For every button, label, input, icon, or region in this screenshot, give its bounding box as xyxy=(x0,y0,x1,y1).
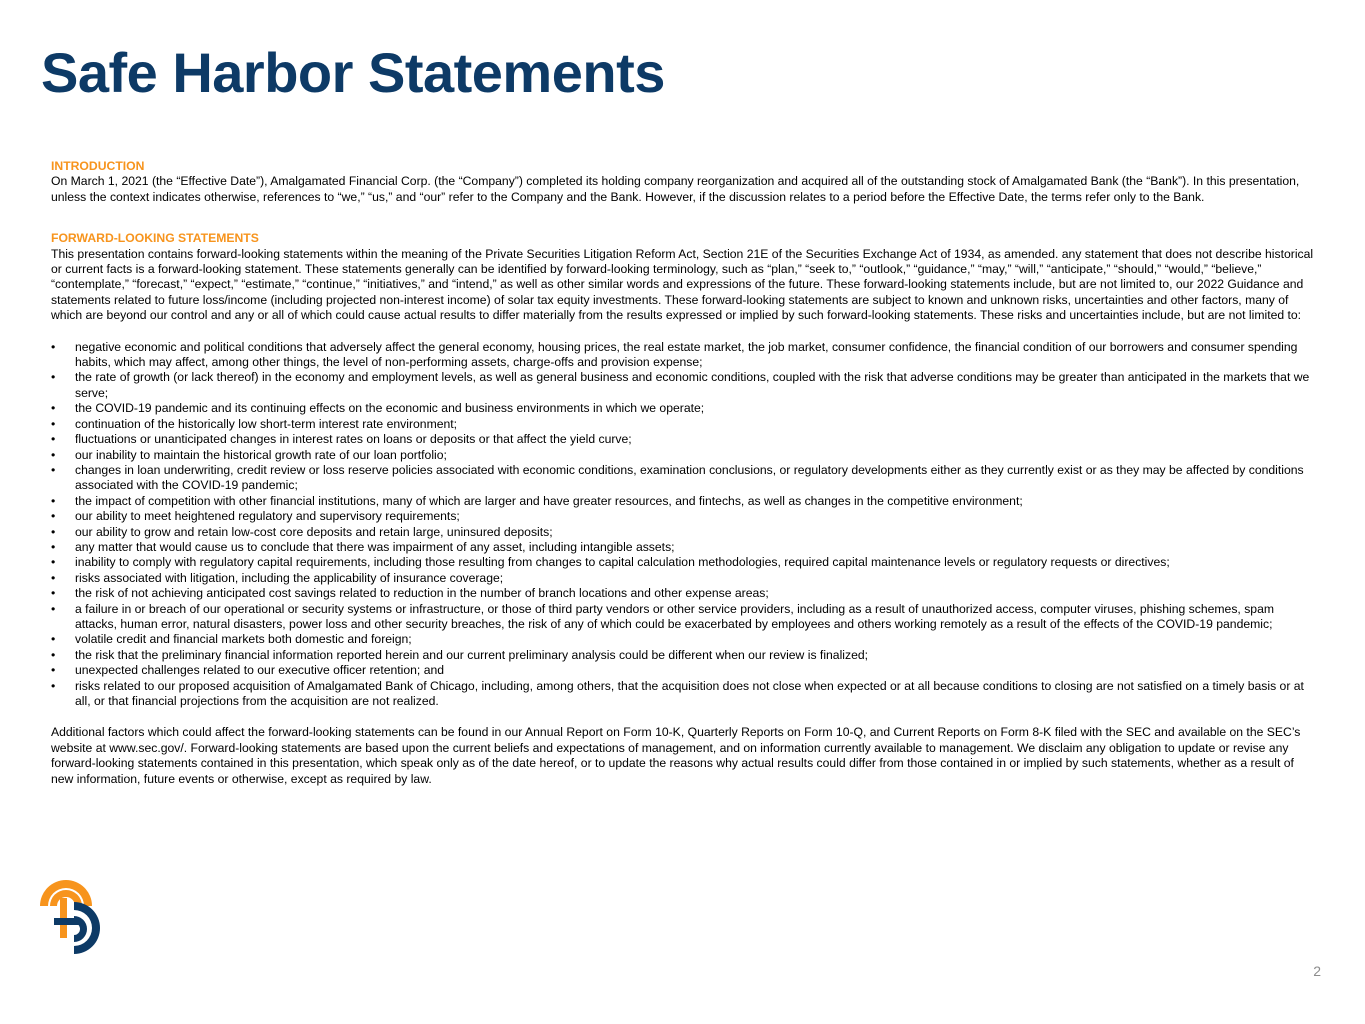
risk-factor-text: the risk of not achieving anticipated cost savings related to reduction in the number of branch locations and other expense areas; xyxy=(75,586,769,601)
amalgamated-logo-icon xyxy=(36,872,120,956)
list-item xyxy=(51,417,1316,432)
introduction-text: On March 1, 2021 (the “Effective Date”), Amalgamated Financial Corp. (the “Company”) completed its holding company reorganization and acquired all of the outstanding stock of Amalgamated Bank (the “Bank”). In this presentation, unless the context indicates otherwise, references to “we,” “us,” and “our” refer to the Company and the Bank. However, if the discussion relates to a period before the Effective Date, the terms refer only to the Bank. xyxy=(51,174,1300,204)
risk-factor-text: the COVID-19 pandemic and its continuing effects on the economic and business environments in which we operate; xyxy=(75,401,705,416)
safe-harbor-body xyxy=(51,159,1316,787)
list-item xyxy=(51,648,1316,663)
risk-factor-text: continuation of the historically low short-term interest rate environment; xyxy=(75,416,458,431)
page-number: 2 xyxy=(1313,963,1321,979)
list-item xyxy=(51,432,1316,447)
bullet-icon: • xyxy=(51,370,56,385)
bullet-icon: • xyxy=(51,570,56,585)
list-item xyxy=(51,463,1316,494)
risk-factor-text: the risk that the preliminary financial information reported herein and our current preliminary analysis could be different when our review is finalized; xyxy=(75,647,869,662)
list-item xyxy=(51,555,1316,570)
risk-factor-text: a failure in or breach of our operational or security systems or infrastructure, or those of third party vendors or other service providers, including as a result of unauthorized access, computer viruses, phishing schemes, spam attacks, human error, natural disasters, power loss and other security breaches, the risk of any of which could be exacerbated by employees and others working remotely as a result of the effects of the COVID-19 pandemic; xyxy=(75,601,1274,631)
bullet-icon: • xyxy=(51,401,56,416)
bullet-icon: • xyxy=(51,539,56,554)
bullet-icon: • xyxy=(51,493,56,508)
bullet-icon: • xyxy=(51,416,56,431)
risk-factor-text: risks associated with litigation, including the applicability of insurance coverage; xyxy=(75,570,504,585)
list-spacer xyxy=(51,324,1316,340)
bullet-icon: • xyxy=(51,432,56,447)
risk-factor-list xyxy=(51,340,1316,710)
additional-factors-text: Additional factors which could affect the forward-looking statements can be found in our Annual Report on Form 10-K, Quarterly Reports on Form 10-Q, and Current Reports on Form 8-K filed with the SEC and available on the SEC’s website at www.sec.gov/. Forward-looking statements are based upon the current beliefs and expectations of management, and on information currently available to management. We disclaim any obligation to update or revise any forward-looking statements contained in this presentation, which speak only as of the date hereof, or to update the reasons why actual results could differ from those contained in or implied by such statements, whether as a result of new information, future events or otherwise, except as required by law. xyxy=(51,725,1301,786)
list-item xyxy=(51,448,1316,463)
bullet-icon: • xyxy=(51,601,56,616)
list-item xyxy=(51,340,1316,371)
page-title: Safe Harbor Statements xyxy=(41,41,665,104)
risk-factor-text: volatile credit and financial markets both domestic and foreign; xyxy=(75,632,412,647)
risk-factor-text: risks related to our proposed acquisition of Amalgamated Bank of Chicago, including, among others, that the acquisition does not close when expected or at all because conditions to closing are not satisfied on a timely basis or at all, or that financial projections from the acquisition are not realized. xyxy=(75,678,1304,708)
risk-factor-text: the rate of growth (or lack thereof) in the economy and employment levels, as well as general business and economic conditions, coupled with the risk that adverse conditions may be greater than anticipated in the markets that we serve; xyxy=(75,370,1310,400)
bullet-icon: • xyxy=(51,509,56,524)
list-item xyxy=(51,586,1316,601)
forward-looking-heading: FORWARD-LOOKING STATEMENTS xyxy=(51,231,259,246)
list-item xyxy=(51,494,1316,509)
bullet-icon: • xyxy=(51,447,56,462)
list-item xyxy=(51,632,1316,647)
risk-factor-text: negative economic and political conditions that adversely affect the general economy, housing prices, the real estate market, the job market, consumer confidence, the financial condition of our borrowers and consumer spending habits, which may affect, among other things, the level of non-performing assets, charge-offs and provision expense; xyxy=(75,339,1298,370)
section-spacer xyxy=(51,205,1316,231)
list-item xyxy=(51,401,1316,416)
bullet-icon: • xyxy=(51,555,56,570)
bullet-icon: • xyxy=(51,678,56,693)
risk-factor-text: unexpected challenges related to our executive officer retention; and xyxy=(75,663,445,678)
list-item xyxy=(51,540,1316,555)
list-item xyxy=(51,509,1316,524)
risk-factor-text: fluctuations or unanticipated changes in interest rates on loans or deposits or that affect the yield curve; xyxy=(75,432,632,447)
risk-factor-text: inability to comply with regulatory capital requirements, including those resulting from changes to capital calculation methodologies, required capital maintenance levels or regulatory requests or directives; xyxy=(75,555,1170,570)
introduction-heading: INTRODUCTION xyxy=(51,159,145,173)
bullet-icon: • xyxy=(51,663,56,678)
list-item xyxy=(51,663,1316,678)
bullet-icon: • xyxy=(51,632,56,647)
bullet-icon: • xyxy=(51,524,56,539)
bullet-icon: • xyxy=(51,647,56,662)
list-spacer xyxy=(51,709,1316,725)
bullet-icon: • xyxy=(51,586,56,601)
risk-factor-text: any matter that would cause us to conclude that there was impairment of any asset, including intangible assets; xyxy=(75,539,675,554)
list-item xyxy=(51,525,1316,540)
risk-factor-text: the impact of competition with other financial institutions, many of which are larger and have greater resources, and fintechs, as well as changes in the competitive environment; xyxy=(75,493,1023,508)
bullet-icon: • xyxy=(51,339,56,354)
list-item xyxy=(51,370,1316,401)
bullet-icon: • xyxy=(51,462,56,477)
list-item xyxy=(51,679,1316,710)
risk-factor-text: our ability to grow and retain low-cost core deposits and retain large, uninsured deposits; xyxy=(75,524,553,539)
risk-factor-text: our inability to maintain the historical growth rate of our loan portfolio; xyxy=(75,447,447,462)
list-item xyxy=(51,602,1316,633)
risk-factor-text: our ability to meet heightened regulatory and supervisory requirements; xyxy=(75,509,460,524)
risk-factor-text: changes in loan underwriting, credit review or loss reserve policies associated with economic conditions, examination conclusions, or regulatory developments either as they currently exist or as they may be affected by conditions associated with the COVID-19 pandemic; xyxy=(75,462,1304,493)
forward-looking-text: This presentation contains forward-looking statements within the meaning of the Private Securities Litigation Reform Act, Section 21E of the Securities Exchange Act of 1934, as amended. any statement that does not describe historical or current facts is a forward-looking statement. These statements generally can be identified by forward-looking terminology, such as “plan,” “seek to,” “outlook,” “guidance,” “may,” “will,” “anticipate,” “should,” “would,” “believe,” “contemplate,” “forecast,” “expect,” “estimate,” “continue,” “initiatives,” and “intend,” as well as other similar words and expressions of the future. These forward-looking statements include, but are not limited to, our 2022 Guidance and statements related to future loss/income (including projected non-interest income) of solar tax equity investments. These forward-looking statements are subject to known and unknown risks, uncertainties and other factors, many of which are beyond our control and any or all of which could cause actual results to differ materially from the results expressed or implied by such forward-looking statements. These risks and uncertainties include, but are not limited to: xyxy=(51,246,1314,323)
list-item xyxy=(51,571,1316,586)
